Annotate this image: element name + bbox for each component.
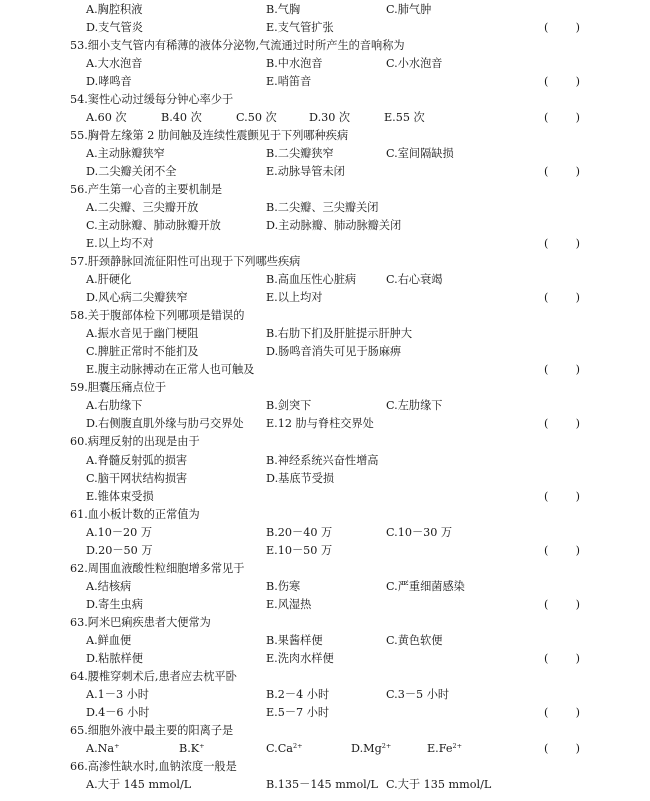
option [266, 650, 334, 668]
option [236, 109, 277, 127]
options-row [0, 343, 650, 361]
option-label: B.果酱样便 [266, 633, 323, 647]
option-label: A.振水音见于幽门梗阻 [86, 327, 199, 341]
option [86, 55, 142, 73]
option-label: D.右侧腹直肌外缘与肋弓交界处 [86, 417, 244, 431]
ion-charge: 2+ [452, 741, 463, 750]
option [86, 632, 131, 650]
options-row [0, 524, 650, 542]
options-row [0, 73, 650, 91]
question-stem: 56.产生第一心音的主要机制是 [70, 183, 223, 197]
option-label: D.支气管炎 [86, 21, 143, 35]
answer-paren-open: ( [544, 489, 549, 503]
option [266, 289, 322, 307]
option-label: C.大于 135 mmol/L [386, 777, 492, 791]
answer-paren-close: ) [575, 363, 580, 377]
options-row [0, 632, 650, 650]
answer-paren-open: ( [544, 651, 549, 665]
option [86, 217, 221, 235]
option-label: E.以上均对 [266, 291, 323, 305]
option [86, 488, 154, 506]
options-row [0, 109, 650, 127]
option [86, 686, 149, 704]
options-row [0, 199, 650, 217]
answer-blank[interactable] [544, 361, 580, 379]
options-row [0, 163, 650, 181]
option [266, 704, 329, 722]
options-row [0, 578, 650, 596]
option-label: C.50 次 [236, 111, 277, 125]
option [266, 542, 332, 560]
options-row [0, 776, 650, 794]
answer-blank[interactable] [544, 19, 580, 37]
answer-paren-open: ( [544, 741, 549, 755]
answer-paren-close: ) [575, 597, 580, 611]
options-row [0, 55, 650, 73]
answer-paren-open: ( [544, 597, 549, 611]
answer-paren-close: ) [575, 651, 580, 665]
option-label: A.肝硬化 [86, 273, 132, 287]
option-label: C.右心衰竭 [386, 273, 443, 287]
option [86, 361, 254, 379]
options-row [0, 289, 650, 307]
option [86, 235, 154, 253]
answer-paren-close: ) [575, 543, 580, 557]
option-label: A.60 次 [86, 111, 127, 125]
option-label: B.气胸 [266, 3, 301, 16]
options-row [0, 704, 650, 722]
option [86, 271, 131, 289]
options-row [0, 415, 650, 433]
option-label: C.左肋缘下 [386, 399, 443, 413]
option [266, 145, 334, 163]
ion-charge: 2+ [381, 741, 392, 750]
option [86, 524, 152, 542]
option-label: B.K [179, 741, 200, 755]
ion-charge: + [199, 741, 205, 750]
option [86, 470, 187, 488]
option-label: C.小水泡音 [386, 57, 443, 71]
option [266, 776, 378, 794]
option-label: E.哨笛音 [266, 75, 312, 89]
question-stem: 54.窦性心动过缓每分钟心率少于 [70, 93, 234, 107]
answer-paren-open: ( [544, 543, 549, 557]
option-label: C.黄色软便 [386, 633, 443, 647]
option [266, 415, 374, 433]
answer-blank[interactable] [544, 163, 580, 181]
option [386, 1, 431, 19]
question-stem: 66.高渗性缺水时,血钠浓度一般是 [70, 759, 237, 773]
option-label: A.大于 145 mmol/L [86, 777, 192, 791]
option-label: B.20－40 万 [266, 525, 333, 539]
answer-blank[interactable] [544, 488, 580, 506]
option-label: D.20－50 万 [86, 543, 153, 557]
answer-paren-open: ( [544, 165, 549, 179]
options-row [0, 235, 650, 253]
options-row [0, 542, 650, 560]
ion-charge: + [114, 741, 120, 750]
option-label: B.伤寒 [266, 579, 301, 593]
answer-paren-open: ( [544, 237, 549, 251]
answer-paren-close: ) [575, 21, 580, 35]
option [384, 109, 425, 127]
option-label: E.洗肉水样便 [266, 651, 334, 665]
option-label: B.剑突下 [266, 399, 312, 413]
option-label: C.脑干网状结构损害 [86, 471, 188, 485]
answer-blank[interactable] [544, 289, 580, 307]
option [386, 55, 442, 73]
option-label: D.4－6 小时 [86, 705, 150, 719]
options-row [0, 740, 650, 758]
option-label: D.寄生虫病 [86, 597, 143, 611]
option-label: A.结核病 [86, 579, 132, 593]
option [86, 776, 191, 794]
question-stem: 57.肝颈静脉回流征阳性可出现于下列哪些疾病 [70, 255, 301, 269]
option [266, 55, 323, 73]
option [86, 1, 142, 19]
option-label: E.Fe [427, 741, 453, 755]
options-row [0, 488, 650, 506]
option [386, 145, 454, 163]
answer-paren-open: ( [544, 21, 549, 35]
option-label: A.鲜血便 [86, 633, 132, 647]
option-label: C.10－30 万 [386, 525, 453, 539]
option-label: B.高血压性心脏病 [266, 273, 357, 287]
option-label: E.5－7 小时 [266, 705, 330, 719]
answer-paren-close: ) [575, 111, 580, 125]
answer-paren-open: ( [544, 363, 549, 377]
option [86, 596, 143, 614]
option-label: E.12 肋与脊柱交界处 [266, 417, 374, 431]
question-stem: 60.病理反射的出现是由于 [70, 435, 200, 449]
answer-paren-open: ( [544, 417, 549, 431]
answer-blank[interactable] [544, 109, 580, 127]
option-label: D.肠鸣音消失可见于肠麻痹 [266, 345, 402, 359]
answer-paren-open: ( [544, 111, 549, 125]
option [351, 740, 391, 758]
option-label: D.主动脉瓣、肺动脉瓣关闭 [266, 219, 402, 233]
question-stem: 65.细胞外液中最主要的阳离子是 [70, 723, 234, 737]
option-label: B.2－4 小时 [266, 687, 330, 701]
options-row [0, 145, 650, 163]
option [179, 740, 205, 758]
option [266, 740, 303, 758]
option-label: E.风湿热 [266, 597, 312, 611]
option [86, 542, 153, 560]
option-label: E.10－50 万 [266, 543, 333, 557]
option [266, 199, 378, 217]
option [386, 632, 442, 650]
option-label: A.大水泡音 [86, 57, 143, 71]
option [86, 145, 165, 163]
question-stem: 64.腰椎穿刺术后,患者应去枕平卧 [70, 669, 237, 683]
option [161, 109, 202, 127]
option-label: B.中水泡音 [266, 57, 323, 71]
option-label: D.风心病二尖瓣狭窄 [86, 291, 188, 305]
answer-blank[interactable] [544, 704, 580, 722]
answer-paren-close: ) [575, 75, 580, 89]
option [86, 578, 131, 596]
option [427, 740, 462, 758]
answer-paren-close: ) [575, 291, 580, 305]
option-label: D.粘脓样便 [86, 651, 143, 665]
option-label: D.二尖瓣关闭不全 [86, 165, 177, 179]
option [266, 632, 323, 650]
answer-paren-open: ( [544, 705, 549, 719]
answer-blank[interactable] [544, 73, 580, 91]
answer-blank[interactable] [544, 415, 580, 433]
options-row [0, 686, 650, 704]
option [86, 452, 187, 470]
option-label: A.胸腔积液 [86, 3, 143, 16]
ion-charge: 2+ [292, 741, 303, 750]
option-label: B.40 次 [161, 111, 202, 125]
option [86, 19, 143, 37]
question-stem: 58.关于腹部体检下列哪项是错误的 [70, 309, 245, 323]
option-label: A.主动脉瓣狭窄 [86, 147, 165, 161]
option [266, 343, 401, 361]
option-label: D.30 次 [309, 111, 351, 125]
option-label: E.55 次 [384, 111, 425, 125]
answer-paren-close: ) [575, 741, 580, 755]
option [266, 686, 329, 704]
options-row [0, 470, 650, 488]
answer-paren-open: ( [544, 75, 549, 89]
answer-paren-close: ) [575, 237, 580, 251]
option [86, 109, 127, 127]
option [86, 415, 244, 433]
option-label: D.Mg [351, 741, 382, 755]
option-label: A.1－3 小时 [86, 687, 149, 701]
option [386, 397, 442, 415]
option [86, 704, 149, 722]
question-stem: 59.胆囊压痛点位于 [70, 381, 167, 395]
options-row [0, 452, 650, 470]
option [86, 289, 188, 307]
option [386, 686, 449, 704]
option [86, 343, 198, 361]
option [266, 452, 378, 470]
option [386, 776, 491, 794]
option [86, 199, 198, 217]
option-label: E.动脉导管未闭 [266, 165, 345, 179]
option-label: B.135－145 mmol/L [266, 777, 378, 791]
question-stem: 55.胸骨左缘第 2 肋间触及连续性震颤见于下列哪种疾病 [70, 129, 349, 143]
option-label: A.10－20 万 [86, 525, 153, 539]
option [86, 73, 132, 91]
option [266, 397, 311, 415]
option-label: C.肺气肿 [386, 3, 432, 16]
answer-blank[interactable] [544, 740, 580, 758]
option [266, 578, 300, 596]
options-row [0, 361, 650, 379]
option [86, 397, 142, 415]
option-label: B.二尖瓣狭窄 [266, 147, 334, 161]
option-label: B.二尖瓣、三尖瓣关闭 [266, 201, 379, 215]
question-stem: 62.周围血液酸性粒细胞增多常见于 [70, 561, 245, 575]
option [266, 596, 311, 614]
option-label: B.右肋下扪及肝脏提示肝肿大 [266, 327, 413, 341]
option-label: A.二尖瓣、三尖瓣开放 [86, 201, 199, 215]
answer-blank[interactable] [544, 650, 580, 668]
option [266, 1, 300, 19]
option-label: E.腹主动脉搏动在正常人也可触及 [86, 363, 255, 377]
options-row [0, 217, 650, 235]
question-stem: 61.血小板计数的正常值为 [70, 507, 200, 521]
answer-blank[interactable] [544, 542, 580, 560]
option [86, 325, 198, 343]
option [266, 19, 334, 37]
option-label: E.支气管扩张 [266, 21, 334, 35]
option [86, 163, 176, 181]
option [86, 650, 143, 668]
answer-paren-close: ) [575, 165, 580, 179]
option-label: A.右肋缘下 [86, 399, 143, 413]
option [386, 524, 452, 542]
options-row [0, 271, 650, 289]
options-row [0, 1, 650, 19]
option-label: C.3－5 小时 [386, 687, 450, 701]
option [266, 271, 356, 289]
option-label: C.脾脏正常时不能扪及 [86, 345, 199, 359]
option [386, 578, 465, 596]
option-label: C.室间隔缺损 [386, 147, 454, 161]
option-label: D.基底节受损 [266, 471, 335, 485]
options-row [0, 19, 650, 37]
question-stem: 53.细小支气管内有稀薄的液体分泌物,气流通过时所产生的音响称为 [70, 39, 405, 53]
option-label: D.哮鸣音 [86, 75, 132, 89]
options-row [0, 596, 650, 614]
answer-blank[interactable] [544, 596, 580, 614]
option [309, 109, 350, 127]
options-row [0, 325, 650, 343]
question-stem: 63.阿米巴痢疾患者大便常为 [70, 615, 211, 629]
option-label: E.锥体束受损 [86, 489, 154, 503]
option [266, 524, 332, 542]
option-label: A.脊髓反射弧的损害 [86, 453, 188, 467]
option-label: C.Ca [266, 741, 293, 755]
answer-paren-open: ( [544, 291, 549, 305]
answer-paren-close: ) [575, 417, 580, 431]
option [266, 217, 401, 235]
option [266, 73, 311, 91]
option [386, 271, 442, 289]
option [266, 470, 334, 488]
options-row [0, 397, 650, 415]
answer-blank[interactable] [544, 235, 580, 253]
option [266, 163, 345, 181]
option-label: B.神经系统兴奋性增高 [266, 453, 379, 467]
option [86, 740, 120, 758]
option-label: C.主动脉瓣、肺动脉瓣开放 [86, 219, 221, 233]
option-label: A.Na [86, 741, 115, 755]
options-row [0, 650, 650, 668]
answer-paren-close: ) [575, 489, 580, 503]
option [266, 325, 412, 343]
option-label: E.以上均不对 [86, 237, 154, 251]
option-label: C.严重细菌感染 [386, 579, 465, 593]
answer-paren-close: ) [575, 705, 580, 719]
